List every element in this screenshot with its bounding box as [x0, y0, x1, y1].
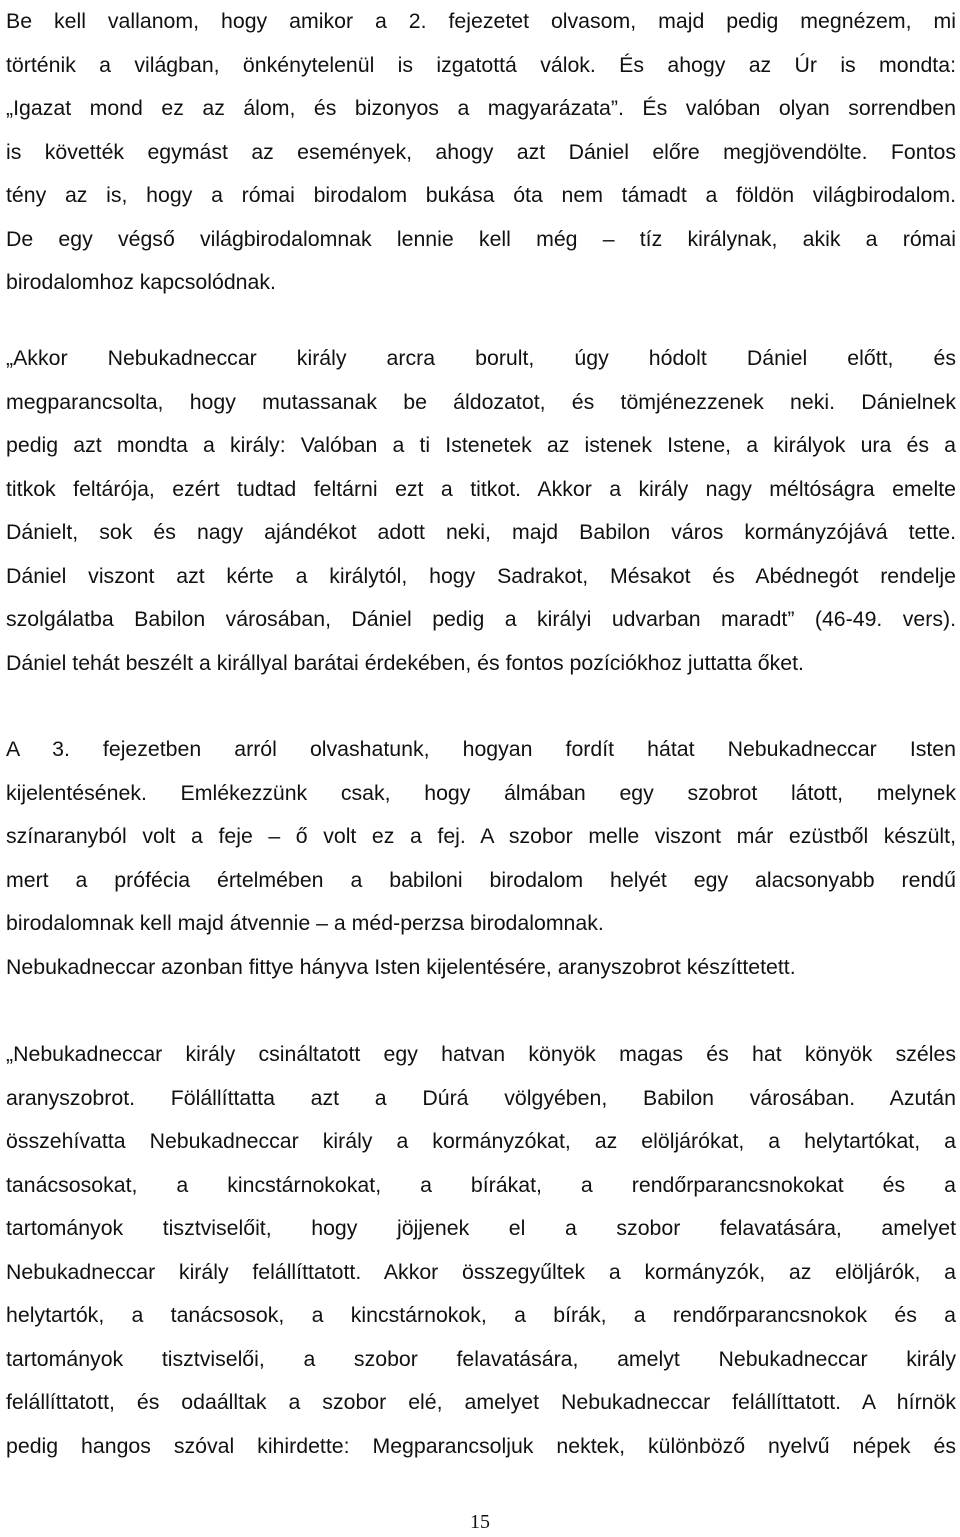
- quote-line: felállíttatott, és odaálltak a szobor elé, amelyet Nebukadneccar felállíttatott. A hírnök: [6, 1390, 956, 1414]
- paragraph-chapter-3: [6, 728, 956, 989]
- quote-line: tartományok tisztviselői, a szobor felavatására, amelyt Nebukadneccar király: [6, 1346, 956, 1371]
- quote-line: „Akkor Nebukadneccar király arcra borult, úgy hódolt Dániel előtt, és: [6, 346, 956, 370]
- quote-line: pedig azt mondta a király: Valóban a ti Istenetek az istenek Istene, a királyok ura és a: [6, 433, 956, 457]
- quote-line: szolgálatba Babilon városában, Dániel pedig a királyi udvarban maradt” (46-49. vers).: [6, 607, 956, 631]
- text-line: kijelentésének. Emlékezzünk csak, hogy álmában egy szobrot látott, melynek: [6, 780, 956, 805]
- quote-line: titkok feltárója, ezért tudtad feltárni ezt a titkot. Akkor a király nagy méltóságra emelte: [6, 476, 956, 501]
- text-line: Be kell vallanom, hogy amikor a 2. fejezetet olvasom, majd pedig megnézem, mi: [6, 9, 956, 33]
- text-line: Dániel tehát beszélt a királlyal barátai érdekében, és fontos pozíciókhoz juttatta őket.: [6, 650, 804, 675]
- quote-line: összehívatta Nebukadneccar király a kormányzókat, az elöljárókat, a helytartókat, a: [6, 1129, 956, 1153]
- paragraph-quote-daniel: [6, 337, 956, 685]
- quote-line: Nebukadneccar király felállíttatott. Akkor összegyűltek a kormányzók, az elöljárók, a: [6, 1259, 956, 1284]
- quote-line: aranyszobrot. Fölállíttatta azt a Dúrá völgyében, Babilon városában. Azután: [6, 1085, 956, 1110]
- text-line: „Igazat mond ez az álom, és bizonyos a magyarázata”. És valóban olyan sorrendben: [6, 96, 956, 120]
- quote-line: tartományok tisztviselőit, hogy jöjjenek el a szobor felavatására, amelyet: [6, 1216, 956, 1240]
- text-line: Nebukadneccar azonban fittye hányva Isten kijelentésére, aranyszobrot készíttetett.: [6, 954, 796, 979]
- page-number: 15: [470, 1511, 490, 1533]
- text-line: is követték egymást az események, ahogy azt Dániel előre megjövendölte. Fontos: [6, 139, 956, 164]
- quote-line: „Nebukadneccar király csináltatott egy hatvan könyök magas és hat könyök széles: [6, 1042, 956, 1066]
- text-line: mert a prófécia értelmében a babiloni birodalom helyét egy alacsonyabb rendű: [6, 867, 956, 892]
- text-line: birodalomhoz kapcsolódnak.: [6, 270, 276, 294]
- paragraph-intro: [6, 0, 956, 305]
- quote-line: pedig hangos szóval kihirdette: Megparancsoljuk nektek, különböző nyelvű népek és: [6, 1433, 956, 1458]
- quote-line: helytartók, a tanácsosok, a kincstárnokok, a bírák, a rendőrparancsnokok és a: [6, 1303, 956, 1327]
- text-line: tény az is, hogy a római birodalom bukása óta nem támadt a földön világbirodalom.: [6, 183, 956, 207]
- paragraph-quote-statue: [6, 1033, 956, 1468]
- quote-line: Dánielt, sok és nagy ajándékot adott neki, majd Babilon város kormányzójává tette.: [6, 520, 956, 544]
- text-line: De egy végső világbirodalomnak lennie kell még – tíz királynak, akik a római: [6, 226, 956, 251]
- text-line: színaranyból volt a feje – ő volt ez a fej. A szobor melle viszont már ezüstből készült,: [6, 824, 956, 848]
- text-line: A 3. fejezetben arról olvashatunk, hogyan fordít hátat Nebukadneccar Isten: [6, 737, 956, 761]
- text-line: birodalomnak kell majd átvennie – a méd-perzsa birodalomnak.: [6, 911, 604, 935]
- quote-line: megparancsolta, hogy mutassanak be áldozatot, és tömjénezzenek neki. Dánielnek: [6, 389, 956, 414]
- text-line: történik a világban, önkénytelenül is izgatottá válok. És ahogy az Úr is mondta:: [6, 52, 956, 77]
- quote-line: tanácsosokat, a kincstárnokokat, a bírákat, a rendőrparancsnokokat és a: [6, 1172, 956, 1197]
- quote-line: Dániel viszont azt kérte a királytól, hogy Sadrakot, Mésakot és Abédnegót rendelje: [6, 563, 956, 588]
